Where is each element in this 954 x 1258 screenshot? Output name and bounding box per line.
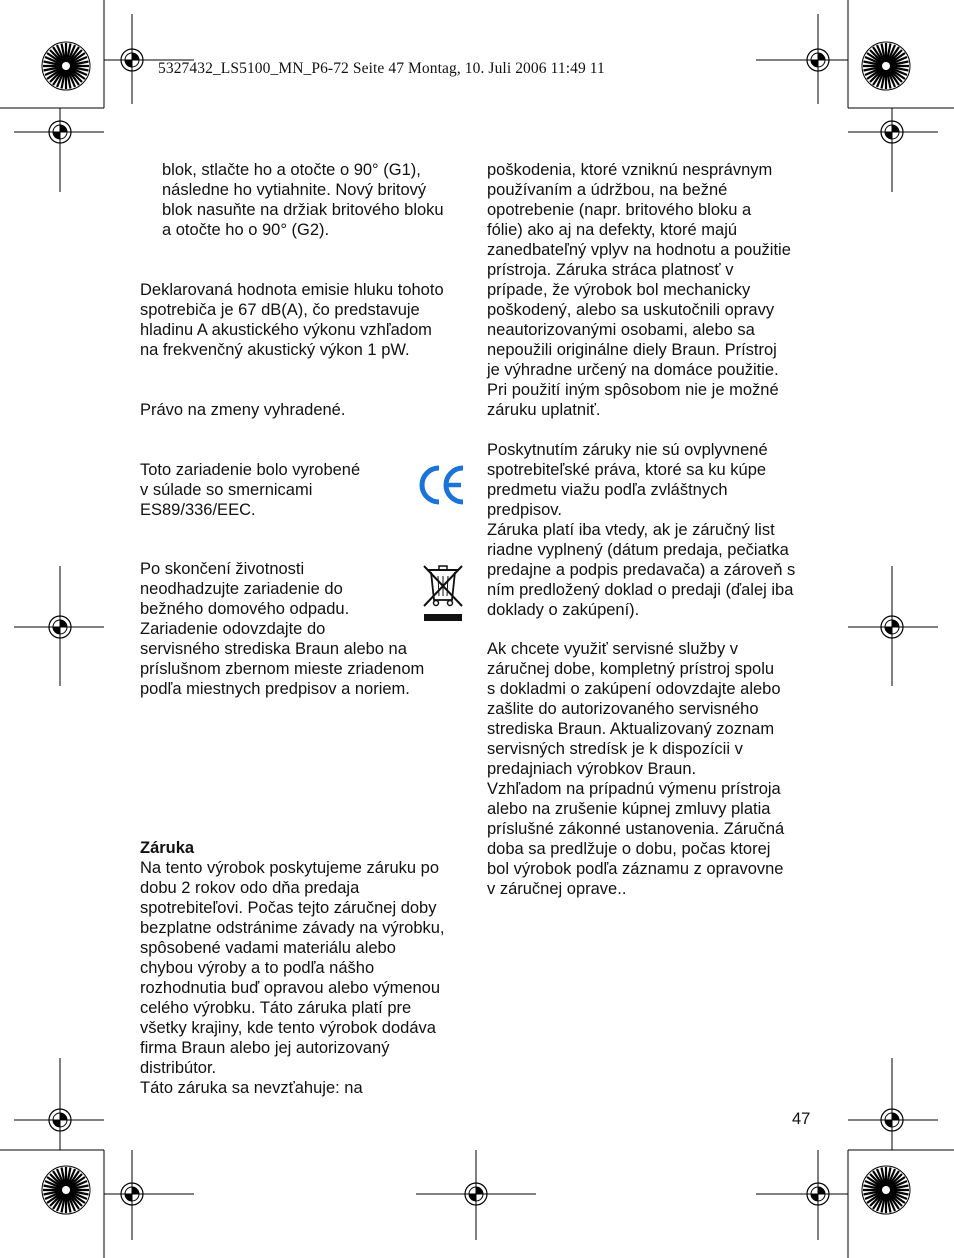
consumer-rights: Poskytnutím záruky nie sú ovplyvnené spotrebiteľské práva, ktoré sa ku kúpe predmetu viažu podľa zvláštnych predpisov. Záruka platí iba vtedy, ak je záručný list riadne vyplnený (dátum predaja, pečiatka predajne a podpis predavača) a zároveň s ním predložený doklad o predaji (ďalej iba doklady o zakúpení). bbox=[487, 441, 796, 619]
page-number: 47 bbox=[792, 1110, 811, 1128]
print-slug-header: 5327432_LS5100_MN_P6-72 Seite 47 Montag, 10. Juli 2006 11:49 11 bbox=[158, 60, 605, 77]
foil-replacement-step: blok, stlačte ho a otočte o 90° (G1), následne ho vytiahnite. Nový britový blok nasuňte na držiak britového bloku a otočte ho o 90° (G2). bbox=[162, 161, 444, 239]
warranty-heading: Záruka bbox=[140, 839, 195, 857]
noise-declaration: Deklarovaná hodnota emisie hluku tohoto spotrebiča je 67 dB(A), čo predstavuje hladinu A akustického výkonu vzhľadom na frekvenčný akustický výkon 1 pW. bbox=[140, 281, 444, 359]
ce-compliance-statement: Toto zariadenie bolo vyrobené v súlade so smernicami ES89/336/EEC. bbox=[140, 461, 361, 519]
warranty-exclusions: poškodenia, ktoré vzniknú nesprávnym používaním a údržbou, na bežné opotrebenie (napr. britového bloku a fólie) ako aj na defekty, ktoré majú zanedbateľný vplyv na hodnotu a použitie prístroja. Záruka stráca platnosť v prípade, že výrobok bol mechanicky poškodený, alebo sa uskutočnili opravy neautorizovanými osobami, alebo sa nepoužili originálne diely Braun. Prístroj je výhradne určený na domáce použitie. Pri použití iným spôsobom nie je možné záruku uplatniť. bbox=[487, 161, 791, 419]
warranty-text: Na tento výrobok poskytujeme záruku po dobu 2 rokov odo dňa predaja spotrebiteľovi. Počas tejto záručnej doby bezplatne odstránime závady na výrobku, spôsobené vadami materiálu alebo chybou výroby a to podľa nášho rozhodnutia buď opravou alebo výmenou celého výrobku. Táto záruka platí pre všetky krajiny, kde tento výrobok dodáva firma Braun alebo jej autorizovaný distribútor. Táto záruka sa nevzťahuje: na bbox=[140, 859, 445, 1097]
disposal-statement: Po skončení životnosti neodhadzujte zariadenie do bežného domového odpadu. Zariadenie odovzdajte do servisného strediska Braun alebo na príslušnom zbernom mieste zriadenom podľa miestnych predpisov a noriem. bbox=[140, 560, 425, 698]
rights-reserved-note: Právo na zmeny vyhradené. bbox=[140, 401, 346, 419]
service-info: Ak chcete využiť servisné služby v záručnej dobe, kompletný prístroj spolu s dokladmi o zakúpení odovzdajte alebo zašlite do autorizovaného servisného strediska Braun. Aktualizovaný zoznam servisných stredísk je k dispozícii v predajniach výrobkov Braun. Vzhľadom na prípadnú výmenu prístroja alebo na zrušenie kúpnej zmluvy platia príslušné zákonné ustanovenia. Záručná doba sa predlžuje o dobu, počas ktorej bol výrobok podľa záznamu z opravovne v záručnej oprave.. bbox=[487, 640, 785, 898]
